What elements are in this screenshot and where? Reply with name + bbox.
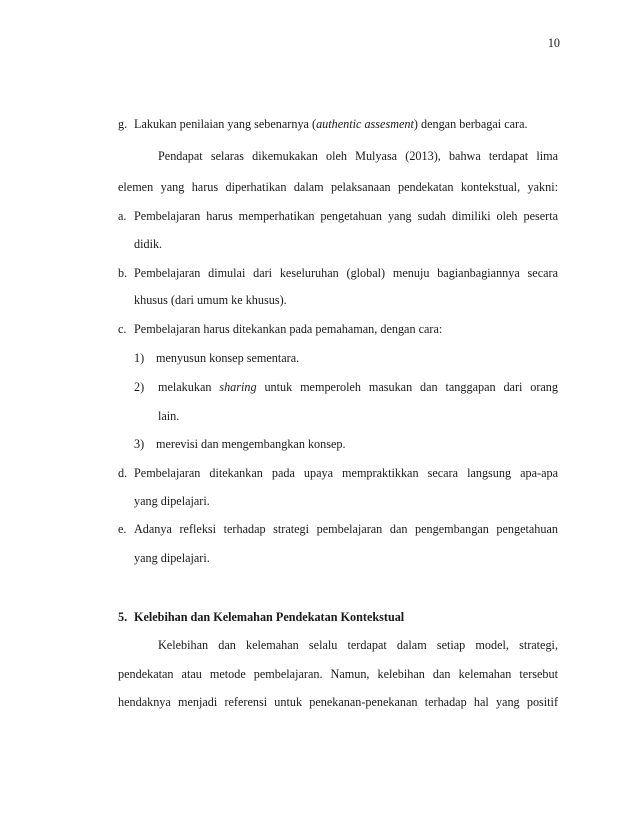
sub-text: lain. bbox=[158, 409, 180, 423]
list-marker: g. bbox=[118, 117, 128, 131]
list-marker: a. bbox=[118, 209, 127, 223]
list-marker: c. bbox=[118, 322, 127, 336]
section-number: 5. bbox=[118, 610, 128, 624]
list-text: Pembelajaran dimulai dari keseluruhan (global) menuju bagianbagiannya secara bbox=[134, 266, 558, 280]
sub-text bbox=[158, 381, 558, 393]
sub-item-1 bbox=[134, 352, 574, 364]
sub-item-3 bbox=[134, 438, 574, 450]
sub-text: menyusun konsep sementara. bbox=[156, 351, 300, 365]
sub-text-part: untuk memperoleh masukan dan tanggapan dari orang bbox=[256, 380, 558, 394]
list-text: yang dipelajari. bbox=[134, 551, 210, 565]
list-text: Pembelajaran ditekankan pada upaya mempraktikkan secara langsung apa-apa bbox=[134, 466, 558, 480]
page-number: 10 bbox=[547, 36, 560, 50]
sub-text-part: melakukan bbox=[158, 380, 220, 394]
italic-term: authentic assesment bbox=[316, 117, 414, 131]
list-marker: e. bbox=[118, 522, 127, 536]
list-item-c bbox=[118, 323, 558, 335]
list-text: Pembelajaran harus ditekankan pada pemahaman, dengan cara: bbox=[134, 322, 443, 336]
paragraph-line: Kelebihan dan kelemahan selalu terdapat dalam setiap model, strategi, bbox=[158, 638, 558, 652]
paragraph-line: Pendapat selaras dikemukakan oleh Mulyasa (2013), bahwa terdapat lima bbox=[158, 149, 558, 163]
italic-term: sharing bbox=[219, 380, 257, 394]
sub-marker: 1) bbox=[134, 351, 145, 365]
sub-marker: 2) bbox=[134, 380, 145, 394]
list-text: yang dipelajari. bbox=[134, 494, 210, 508]
list-text: ) dengan berbagai cara. bbox=[413, 117, 528, 131]
sub-marker: 3) bbox=[134, 437, 145, 451]
list-text: Pembelajaran harus memperhatikan pengetahuan yang sudah dimiliki oleh peserta bbox=[134, 209, 558, 223]
list-text: didik. bbox=[134, 237, 163, 251]
section-title: Kelebihan dan Kelemahan Pendekatan Kontekstual bbox=[134, 610, 405, 624]
list-item-g bbox=[118, 118, 558, 130]
section-heading bbox=[118, 611, 558, 623]
list-marker: d. bbox=[118, 466, 128, 480]
list-marker: b. bbox=[118, 266, 128, 280]
list-text: Adanya refleksi terhadap strategi pembelajaran dan pengembangan pengetahuan bbox=[134, 522, 558, 536]
sub-text: merevisi dan mengembangkan konsep. bbox=[156, 437, 346, 451]
list-text: khusus (dari umum ke khusus). bbox=[134, 293, 287, 307]
paragraph-line: pendekatan atau metode pembelajaran. Namun, kelebihan dan kelemahan tersebut bbox=[118, 667, 558, 681]
paragraph-line: elemen yang harus diperhatikan dalam pelaksanaan pendekatan kontekstual, yakni: bbox=[118, 180, 558, 194]
list-text: Lakukan penilaian yang sebenarnya ( bbox=[134, 117, 317, 131]
paragraph-line: hendaknya menjadi referensi untuk penekanan-penekanan terhadap hal yang positif bbox=[118, 695, 558, 709]
